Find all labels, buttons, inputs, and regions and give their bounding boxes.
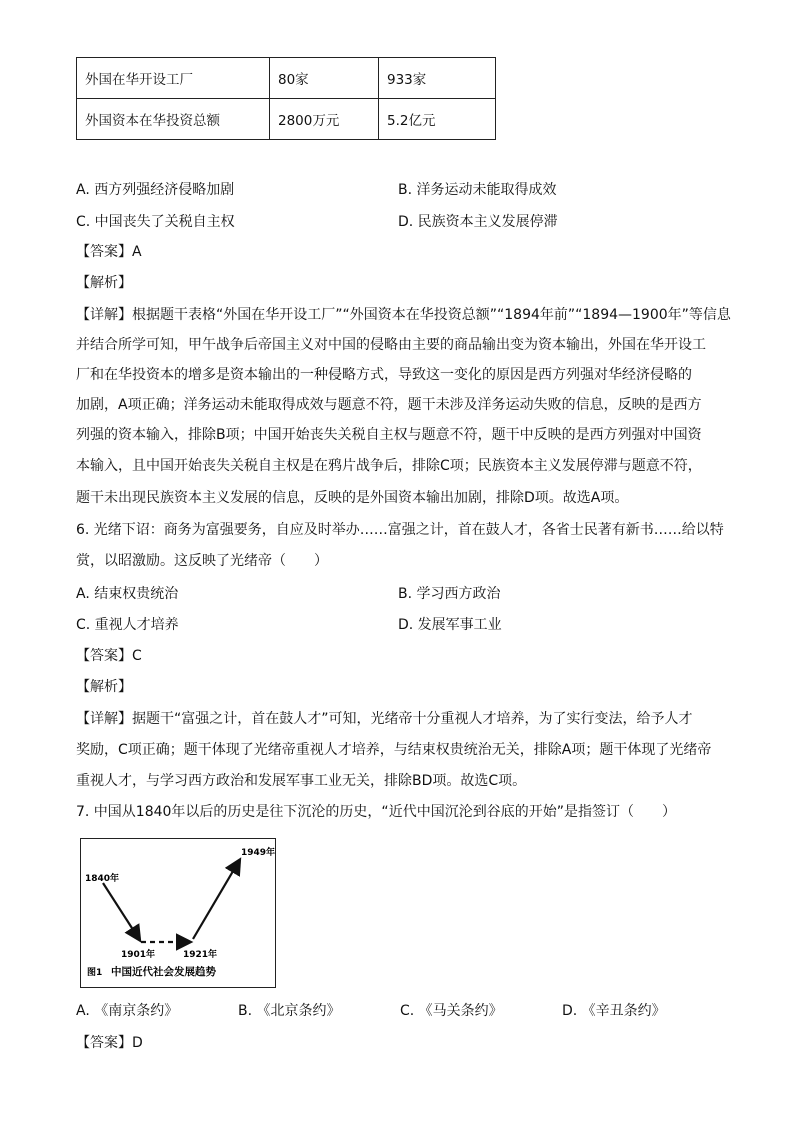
q6-option-a: A. 结束权贵统治 [76, 586, 179, 602]
table-cell: 80家 [270, 58, 379, 99]
table-cell: 5.2亿元 [379, 99, 496, 140]
label-1949: 1949年 [241, 848, 275, 858]
q7-option-d: D. 《辛丑条约》 [562, 1003, 666, 1019]
q5-detail-line: 【详解】根据题干表格“外国在华开设工厂”“外国资本在华投资总额”“1894年前”“1894—1900年”等信息 [76, 307, 731, 323]
label-1901: 1901年 [121, 950, 156, 960]
q5-detail-line: 加剧，A项正确；洋务运动未能取得成效与题意不符，题干未涉及洋务运动失败的信息，反映的是西方 [76, 397, 702, 413]
table-cell: 933家 [379, 58, 496, 99]
q5-option-b: B. 洋务运动未能取得成效 [398, 182, 557, 198]
q6-detail-line: 【详解】据题干“富强之计，首在鼓人才”可知，光绪帝十分重视人才培养，为了实行变法，给予人才 [76, 711, 693, 727]
q5-option-c: C. 中国丧失了关税自主权 [76, 214, 235, 230]
decline-arrow [103, 883, 139, 939]
table-cell: 外国资本在华投资总额 [77, 99, 270, 140]
table-cell: 外国在华开设工厂 [77, 58, 270, 99]
label-1840: 1840年 [85, 874, 120, 884]
q7-option-a: A. 《南京条约》 [76, 1003, 179, 1019]
q5-detail-line: 列强的资本输入，排除B项；中国开始丧失关税自主权与题意不符，题干中反映的是西方列强对中国资 [76, 427, 702, 443]
q6-answer: 【答案】C [76, 648, 142, 664]
q5-detail-line: 本输入，且中国开始丧失关税自主权是在鸦片战争后，排除C项；民族资本主义发展停滞与题意不符， [76, 458, 702, 474]
q5-detail-line: 厂和在华投资本的增多是资本输出的一种侵略方式，导致这一变化的原因是西方列强对华经济侵略的 [76, 367, 692, 383]
figure-number: 图1 [87, 968, 103, 978]
q6-detail-line: 奖励，C项正确；题干体现了光绪帝重视人才培养，与结束权贵统治无关，排除A项；题干体现了光绪帝 [76, 742, 712, 758]
rise-arrow [193, 861, 239, 939]
q7-answer: 【答案】D [76, 1035, 143, 1051]
q6-option-b: B. 学习西方政治 [398, 586, 501, 602]
q7-stem: 7. 中国从1840年以后的历史是往下沉沦的历史，“近代中国沉沦到谷底的开始”是指签订（ ） [76, 804, 676, 820]
q6-stem-line: 6. 光绪下诏：商务为富强要务，自应及时举办……富强之计，首在鼓人才，各省士民著有新书……给以特 [76, 522, 724, 538]
table-row [77, 58, 496, 99]
table-cell: 2800万元 [270, 99, 379, 140]
q7-option-c: C. 《马关条约》 [400, 1003, 503, 1019]
q5-analysis-label: 【解析】 [76, 275, 132, 291]
figure-caption: 中国近代社会发展趋势 [111, 966, 216, 978]
data-table [76, 57, 496, 140]
q6-option-d: D. 发展军事工业 [398, 617, 502, 633]
q6-analysis-label: 【解析】 [76, 679, 132, 695]
q5-detail-line: 题干未出现民族资本主义发展的信息，反映的是外国资本输出加剧，排除D项。故选A项。 [76, 490, 629, 506]
q7-option-b: B. 《北京条约》 [238, 1003, 341, 1019]
q6-detail-line: 重视人才，与学习西方政治和发展军事工业无关，排除BD项。故选C项。 [76, 773, 527, 789]
trend-figure [80, 838, 276, 988]
table-row [77, 99, 496, 140]
q5-option-d: D. 民族资本主义发展停滞 [398, 214, 558, 230]
q5-detail-line: 并结合所学可知，甲午战争后帝国主义对中国的侵略由主要的商品输出变为资本输出，外国在华开设工 [76, 337, 706, 353]
q6-stem-line: 赏，以昭激励。这反映了光绪帝（ ） [76, 553, 328, 569]
label-1921: 1921年 [183, 950, 218, 960]
q5-answer: 【答案】A [76, 244, 142, 260]
q5-option-a: A. 西方列强经济侵略加剧 [76, 182, 235, 198]
trend-figure-svg [81, 839, 275, 987]
q6-option-c: C. 重视人才培养 [76, 617, 179, 633]
